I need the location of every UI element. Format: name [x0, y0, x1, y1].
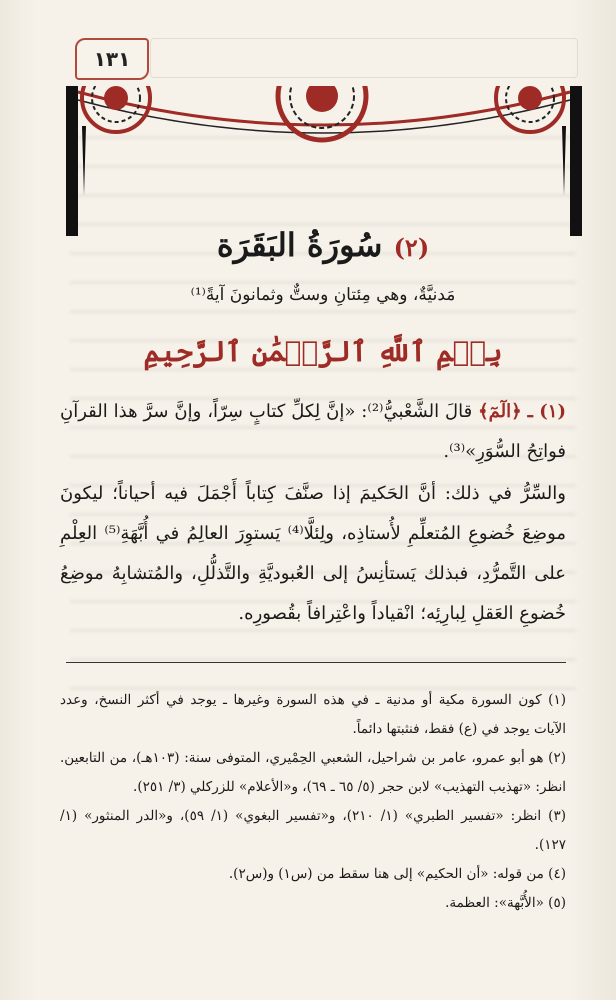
paragraph-1 [60, 392, 566, 472]
surah-name: سُورَةُ البَقَرَة [216, 226, 383, 264]
verse-text: ﴿الٓمٓ﴾ [478, 401, 522, 422]
surah-title [70, 226, 576, 264]
rosette-right [496, 86, 564, 132]
header-frame [150, 38, 578, 78]
footnote-5: (٥) «الأُبَّهة»: العظمة. [445, 895, 566, 911]
paragraph-2: والسِّرُّ في ذلك: أنَّ الحَكيمَ إذا صنَّفَ كِتاباً أَجْمَلَ فيه أحياناً؛ ليكونَ موضِعَ خُضوعِ المُتعلِّمِ لأُستاذِه، ولِئلَّا⁽⁴⁾ يَستوِرَ العالِمُ في أُبَّهَةِ⁽⁵⁾ العِلْمِ على التَّمرُّدِ، فبذلك يَستأنِسُ إلى العُبوديَّةِ والتَّذلُّلِ، والمُتشابِهُ موضِعُ خُضوعِ العَقلِ لِبارِئِه؛ انْقياداً واعْتِرافاً بقُصورِه. [60, 483, 567, 624]
page-number-text: ١٣١ [93, 47, 131, 71]
page-number [75, 38, 149, 80]
footnote-1: (١) كون السورة مكية أو مدنية ـ في هذه السورة وغيرها ـ يوجد في أكثر النسخ، وعدد الآيات يوجد في (ع) فقط، فنثبتها دائماً. [60, 692, 566, 737]
rosette-left [82, 86, 150, 132]
surah-number: (٢) [393, 233, 430, 262]
footnote-3: (٣) انظر: «تفسير الطبري» (١/ ٢١٠)، و«تفسير البغوي» (١/ ٥٩)، و«الدر المنثور» (١/ ١٢٧). [60, 808, 566, 853]
footnote-2: (٢) هو أبو عمرو، عامر بن شراحيل، الشعبي الحِمْيري، المتوفى سنة: (١٠٣هـ)، من التابعين. انظر: «تهذيب التهذيب» لابن حجر (٥/ ٦٥ ـ ٦٩)، و«الأعلام» للزركلي (٣/ ٢٥١). [60, 750, 566, 795]
footnotes [60, 686, 566, 918]
footnote-divider [66, 662, 566, 663]
paragraph-1-text: قالَ الشَّعْبيُّ⁽²⁾: «إنَّ لِكلِّ كتابٍ سِرّاً، وإنَّ سرَّ هذا القرآنِ فواتِحُ السُّوَرِ»⁽³⁾. [60, 401, 566, 462]
basmala: بِسۡمِ ٱللَّهِ ٱلرَّحۡمَٰنِ ٱلرَّحِيمِ [143, 335, 503, 368]
surah-subtitle: مَدنيَّةٌ، وهي مِئتانِ وستٌّ وثمانونَ آيةً⁽¹⁾ [190, 285, 456, 305]
ornamental-header [64, 86, 584, 236]
right-pillar [570, 86, 582, 236]
left-pillar [66, 86, 78, 236]
footnote-4: (٤) من قوله: «أن الحكيم» إلى هنا سقط من (س١) و(س٢). [228, 866, 566, 882]
main-text [60, 392, 566, 636]
verse-number: (١) ـ [527, 401, 566, 422]
